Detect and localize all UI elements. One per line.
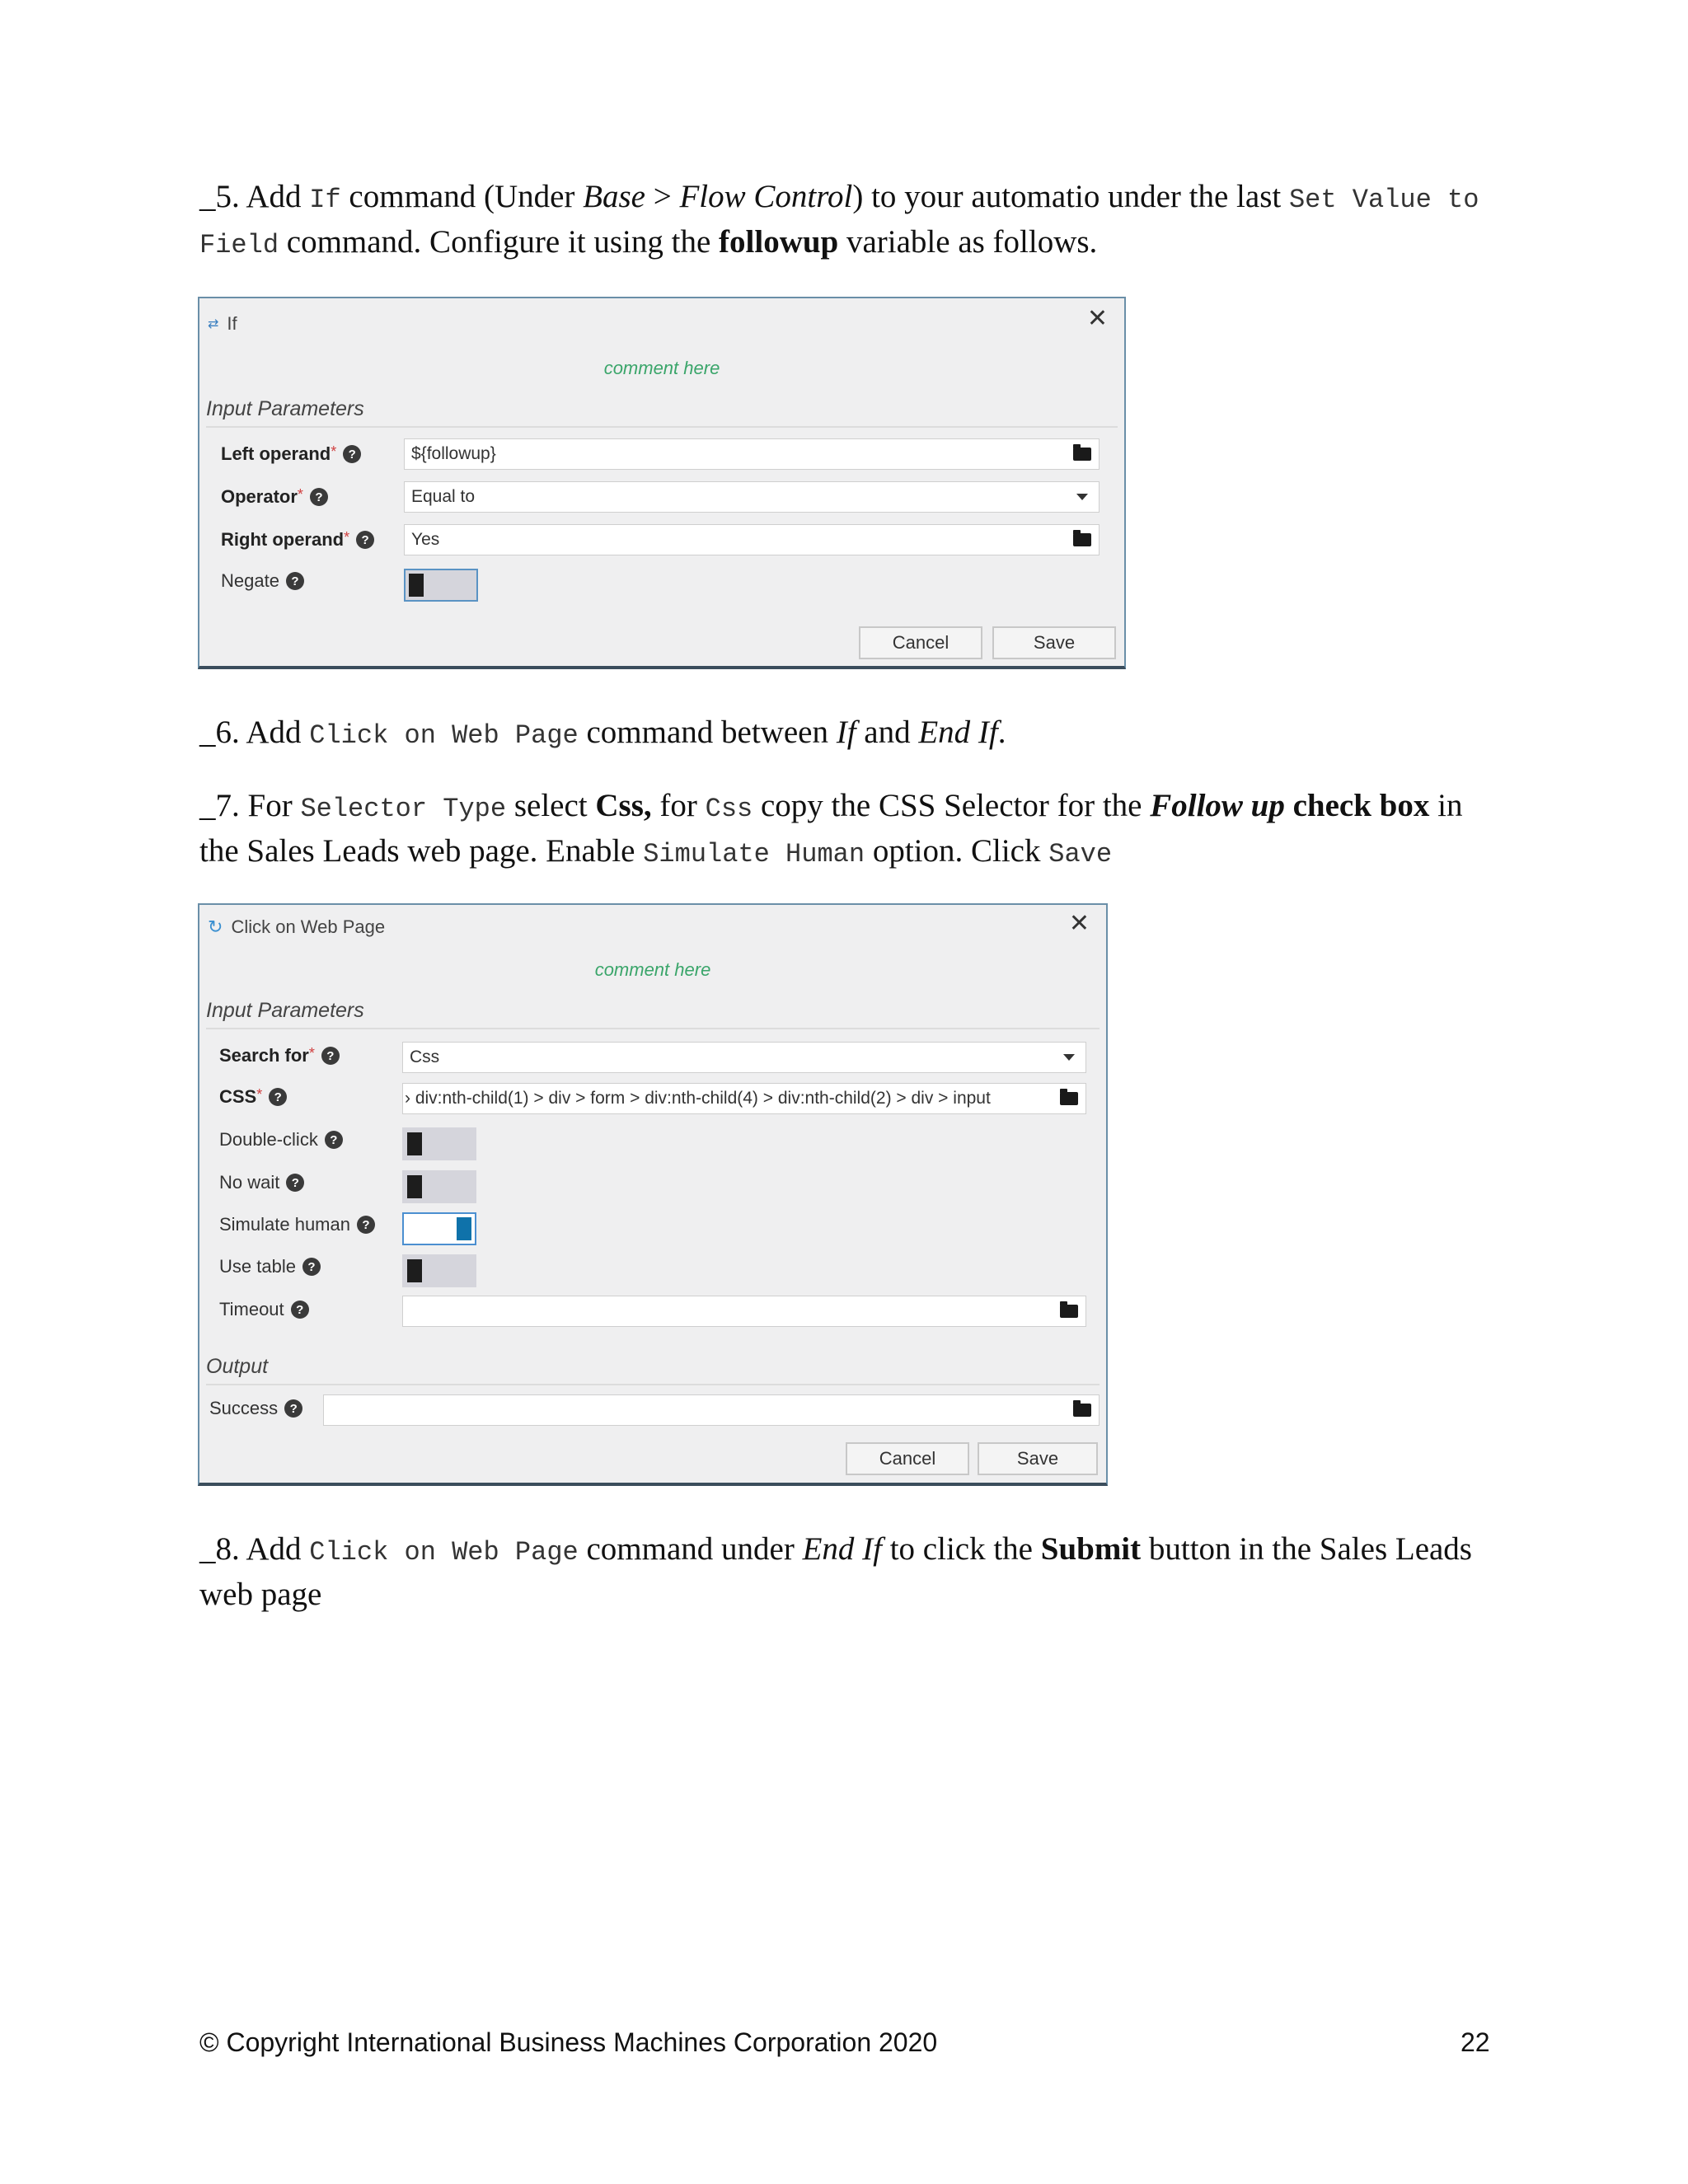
label-text: CSS: [219, 1086, 257, 1107]
cancel-button[interactable]: Cancel: [846, 1442, 969, 1475]
help-icon[interactable]: ?: [284, 1399, 302, 1418]
label-text: Search for: [219, 1045, 309, 1066]
menu-flow-control: Flow Control: [679, 179, 853, 214]
toggle-knob: [457, 1217, 471, 1240]
step-number: _7. For: [199, 788, 301, 823]
term-check-box: check box: [1284, 788, 1430, 823]
text: variable as follows.: [838, 224, 1098, 260]
term-follow-up: Follow up: [1150, 788, 1285, 823]
label-text: Timeout: [219, 1299, 284, 1319]
cursor-click-icon: ↻: [208, 916, 223, 937]
code-set-value: Set Value to Field: [199, 185, 1479, 260]
text: and: [856, 715, 919, 750]
step-8-paragraph: [199, 1528, 1502, 1615]
left-operand-label: [221, 443, 361, 465]
folder-icon[interactable]: [1073, 448, 1091, 461]
required-mark: *: [297, 486, 303, 503]
folder-icon[interactable]: [1060, 1305, 1078, 1318]
field-value: › div:nth-child(1) > div > form > div:nth-child(4) > div:nth-child(2) > div > input: [405, 1089, 991, 1108]
section-input-parameters: Input Parameters: [206, 397, 1118, 428]
code-selector-type: Selector Type: [300, 794, 507, 824]
text: >: [645, 179, 680, 214]
success-output-input[interactable]: [323, 1394, 1100, 1426]
step-5-paragraph: [199, 176, 1502, 266]
term-css: Css,: [595, 788, 652, 823]
required-mark: *: [256, 1086, 263, 1103]
menu-base: Base: [583, 179, 645, 214]
footer-copyright: © Copyright International Business Machines Corporation 2020: [199, 2027, 938, 2057]
help-icon[interactable]: ?: [269, 1088, 287, 1106]
code-simulate-human: Simulate Human: [643, 839, 865, 869]
field-value: ${followup}: [411, 444, 496, 463]
help-icon[interactable]: ?: [286, 1174, 304, 1192]
timeout-input[interactable]: [402, 1296, 1086, 1327]
folder-icon[interactable]: [1073, 533, 1091, 546]
toggle-knob: [409, 574, 424, 597]
simulate-human-toggle[interactable]: [402, 1212, 476, 1245]
use-table-label: [219, 1256, 321, 1277]
operator-select[interactable]: [404, 481, 1100, 513]
no-wait-toggle[interactable]: [402, 1170, 476, 1203]
help-icon[interactable]: ?: [356, 531, 374, 549]
dialog-title-text: Click on Web Page: [231, 916, 386, 937]
select-value: Equal to: [411, 487, 476, 506]
chevron-down-icon: [1063, 1054, 1075, 1061]
term-end-if: End If: [918, 715, 998, 750]
code-click-on-web-page: Click on Web Page: [309, 720, 579, 751]
help-icon[interactable]: ?: [325, 1131, 343, 1149]
simulate-human-label: [219, 1214, 375, 1235]
chevron-down-icon: [1076, 494, 1088, 500]
text: in the Sales Leads web page. Enable: [199, 788, 1463, 869]
folder-icon[interactable]: [1073, 1404, 1091, 1417]
help-icon[interactable]: ?: [357, 1216, 375, 1234]
label-text: Double-click: [219, 1129, 318, 1150]
text: ) to your automatio under the last: [852, 179, 1289, 214]
operator-label: [221, 486, 328, 508]
field-value: Yes: [411, 530, 440, 549]
label-text: Negate: [221, 570, 279, 591]
comment-field[interactable]: comment here: [594, 959, 711, 980]
step-number: _5. Add: [199, 179, 310, 214]
dialog-title: [208, 916, 385, 938]
right-operand-label: [221, 529, 374, 551]
close-icon[interactable]: ✕: [1086, 305, 1108, 332]
help-icon[interactable]: ?: [321, 1047, 340, 1065]
use-table-toggle[interactable]: [402, 1254, 476, 1287]
text: to click the: [881, 1531, 1041, 1567]
double-click-toggle[interactable]: [402, 1127, 476, 1160]
required-mark: *: [344, 529, 350, 546]
label-text: Success: [209, 1398, 279, 1418]
right-operand-input[interactable]: [404, 524, 1100, 555]
step-7-paragraph: [199, 785, 1502, 875]
text: command under: [578, 1531, 803, 1567]
text: command. Configure it using the: [279, 224, 720, 260]
double-click-label: [219, 1129, 343, 1151]
step-6-paragraph: [199, 711, 1502, 757]
help-icon[interactable]: ?: [343, 445, 361, 463]
variable-name: followup: [719, 224, 839, 260]
flow-icon: ⇄: [208, 317, 219, 331]
search-for-select[interactable]: [402, 1042, 1086, 1073]
comment-field[interactable]: comment here: [603, 358, 720, 378]
text: for: [651, 788, 706, 823]
help-icon[interactable]: ?: [302, 1258, 321, 1276]
label-text: Simulate human: [219, 1214, 350, 1235]
label-text: Operator: [221, 486, 298, 507]
negate-toggle[interactable]: [404, 569, 478, 602]
code-save: Save: [1048, 839, 1113, 869]
term-submit: Submit: [1040, 1531, 1142, 1567]
save-button[interactable]: Save: [978, 1442, 1098, 1475]
close-icon[interactable]: ✕: [1068, 910, 1090, 937]
toggle-knob: [407, 1259, 422, 1282]
css-label: [219, 1086, 287, 1108]
section-input-parameters: Input Parameters: [206, 999, 1100, 1029]
code-click-on-web-page: Click on Web Page: [309, 1537, 579, 1568]
text: .: [997, 715, 1006, 750]
left-operand-input[interactable]: [404, 438, 1100, 470]
click-on-web-page-dialog: [198, 903, 1108, 1486]
negate-label: [221, 570, 304, 592]
page-number: 22: [1461, 2027, 1490, 2057]
label-text: No wait: [219, 1172, 280, 1193]
label-text: Left operand: [221, 443, 331, 464]
search-for-label: [219, 1045, 340, 1066]
help-icon[interactable]: ?: [291, 1301, 309, 1319]
required-mark: *: [308, 1045, 315, 1062]
label-text: Right operand: [221, 529, 345, 550]
term-if: If: [836, 715, 856, 750]
help-icon[interactable]: ?: [310, 488, 328, 506]
label-text: Use table: [219, 1256, 296, 1277]
text: button in the Sales Leads web page: [199, 1531, 1472, 1612]
css-selector-input[interactable]: [402, 1083, 1086, 1114]
text: option. Click: [865, 833, 1049, 869]
code-if: If: [309, 185, 341, 215]
text: command between: [578, 715, 837, 750]
select-value: Css: [410, 1047, 440, 1066]
toggle-knob: [407, 1175, 422, 1198]
step-number: _6. Add: [199, 715, 310, 750]
section-output: Output: [206, 1355, 1100, 1385]
if-dialog: [198, 297, 1126, 669]
toggle-knob: [407, 1132, 422, 1155]
dialog-title: [208, 313, 237, 335]
code-css: Css: [705, 794, 753, 824]
save-button[interactable]: Save: [992, 626, 1116, 659]
term-end-if: End If: [802, 1531, 882, 1567]
text: command (Under: [340, 179, 584, 214]
text: select: [506, 788, 596, 823]
timeout-label: [219, 1299, 309, 1320]
dialog-title-text: If: [227, 313, 237, 334]
success-label: [209, 1398, 302, 1419]
no-wait-label: [219, 1172, 304, 1193]
cancel-button[interactable]: Cancel: [859, 626, 982, 659]
text: copy the CSS Selector for the: [753, 788, 1151, 823]
required-mark: *: [331, 443, 337, 460]
step-number: _8. Add: [199, 1531, 310, 1567]
help-icon[interactable]: ?: [286, 572, 304, 590]
folder-icon[interactable]: [1060, 1092, 1078, 1105]
